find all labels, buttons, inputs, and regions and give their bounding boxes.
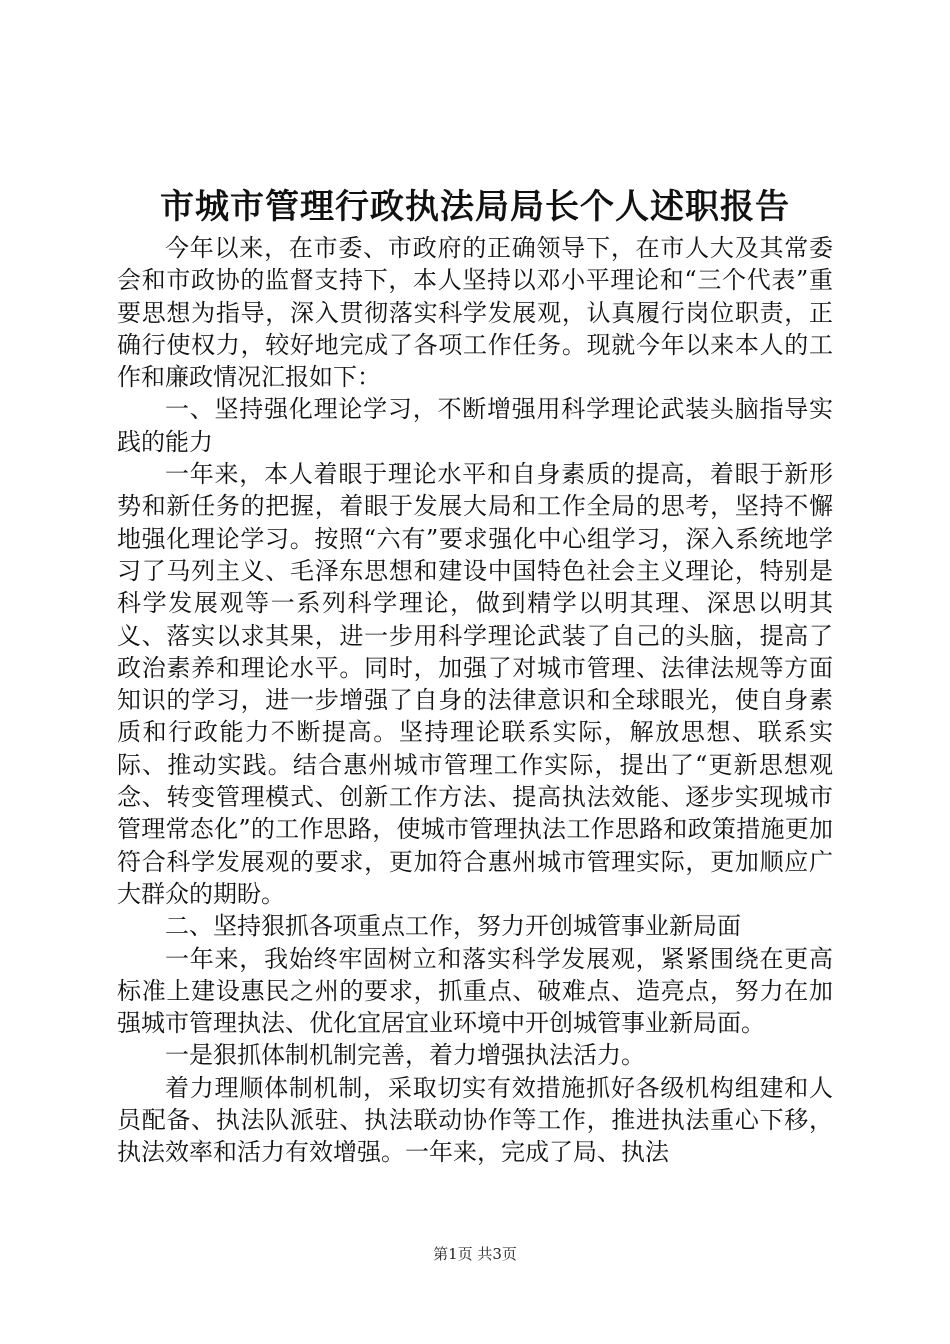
paragraph: 今年以来，在市委、市政府的正确领导下，在市人大及其常委会和市政协的监督支持下，本人坚持以邓小平理论和“三个代表”重要思想为指导，深入贯彻落实科学发展观，认真履行岗位职责，正确行使权力，较好地完成了各项工作任务。现就今年以来本人的工作和廉政情况汇报如下： — [117, 234, 833, 392]
paragraph: 着力理顺体制机制，采取切实有效措施抓好各级机构组建和人员配备、执法队派驻、执法联动协作等工作，推进执法重心下移，执法效率和活力有效增强。一年来，完成了局、执法 — [117, 1073, 833, 1167]
section-heading: 二、坚持狠抓各项重点工作，努力开创城管事业新局面 — [165, 912, 741, 941]
section-heading: 一、坚持强化理论学习，不断增强用科学理论武装头脑指导实践的能力 — [117, 395, 833, 456]
paragraph: 一年来，我始终牢固树立和落实科学发展观，紧紧围绕在更高标准上建设惠民之州的要求，抓重点、破难点、造亮点，努力在加强城市管理执法、优化宜居宜业环境中开创城管事业新局面。 — [117, 944, 833, 1038]
subsection-heading: 一是狠抓体制机制完善，着力增强执法活力。 — [165, 1041, 645, 1070]
document-body — [117, 232, 833, 1169]
paragraph: 一年来，本人着眼于理论水平和自身素质的提高，着眼于新形势和新任务的把握，着眼于发展大局和工作全局的思考，坚持不懈地强化理论学习。按照“六有”要求强化中心组学习，深入系统地学习了马列主义、毛泽东思想和建设中国特色社会主义理论，特别是科学发展观等一系列科学理论，做到精学以明其理、深思以明其义、落实以求其果，进一步用科学理论武装了自己的头脑，提高了政治素养和理论水平。同时，加强了对城市管理、法律法规等方面知识的学习，进一步增强了自身的法律意识和全球眼光，使自身素质和行政能力不断提高。坚持理论联系实际，解放思想、联系实际、推动实践。结合惠州城市管理工作实际，提出了“更新思想观念、转变管理模式、创新工作方法、提高执法效能、逐步实现城市管理常态化”的工作思路，使城市管理执法工作思路和政策措施更加符合科学发展观的要求，更加符合惠州城市管理实际，更加顺应广大群众的期盼。 — [117, 460, 833, 908]
document-title: 市城市管理行政执法局局长个人述职报告 — [160, 187, 790, 227]
page-footer: 第1页 共3页 — [433, 1245, 517, 1263]
